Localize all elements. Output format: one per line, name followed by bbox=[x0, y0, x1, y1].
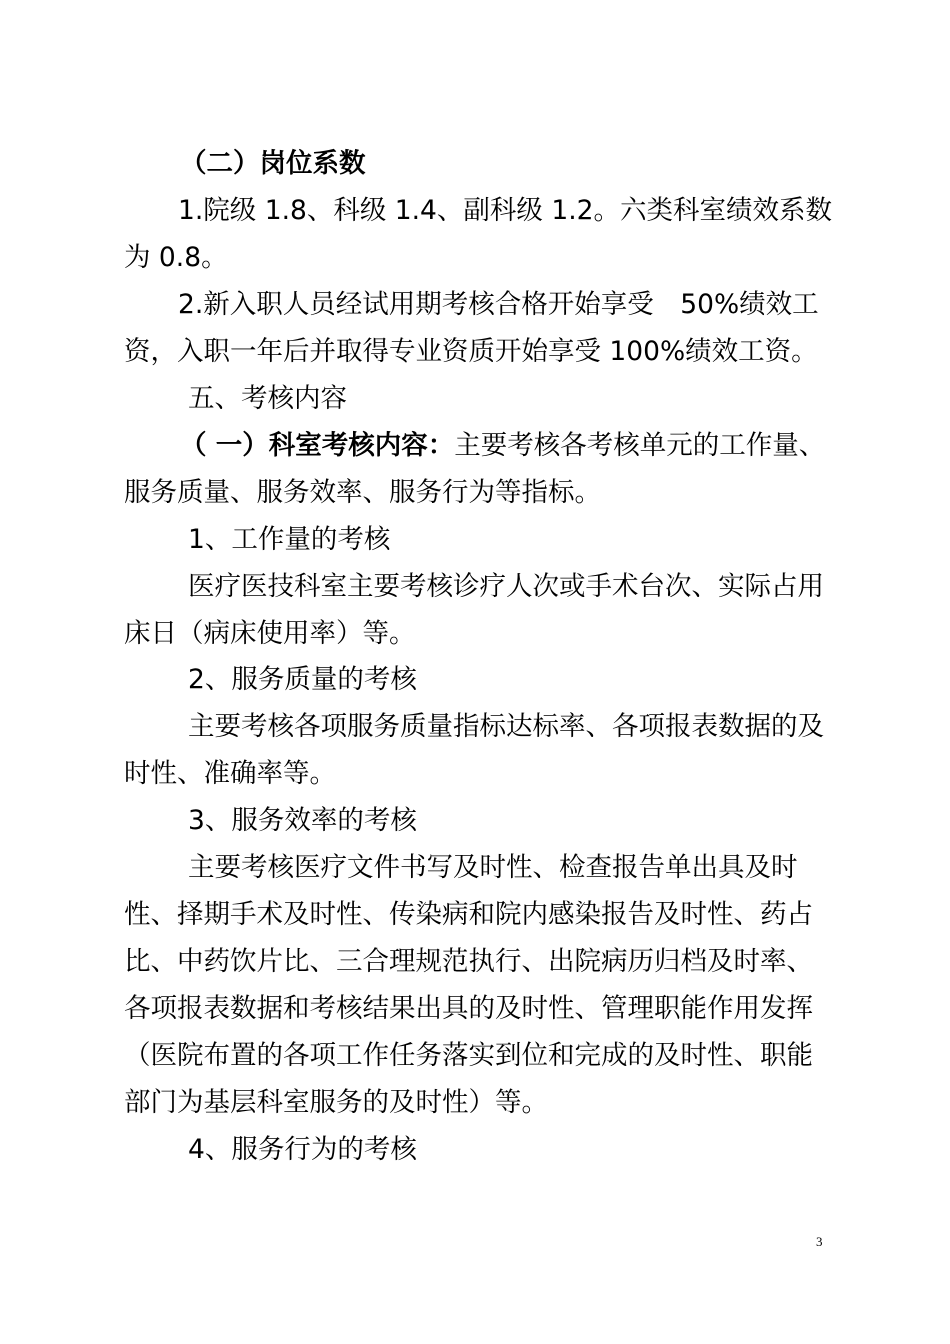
subsection-1-text: 主要考核各考核单元的工作量、 bbox=[454, 430, 826, 461]
item-1-line-2: 床日（病床使用率）等。 bbox=[124, 618, 416, 649]
item-2-title: 2、服务质量的考核 bbox=[188, 664, 417, 695]
subsection-1-line-1 bbox=[180, 426, 825, 466]
item-3-line-5: （医院布置的各项工作任务落实到位和完成的及时性、职能 bbox=[124, 1040, 813, 1071]
paragraph-1-line-2: 为 0.8。 bbox=[124, 242, 228, 273]
paragraph-2-line-2: 资，入职一年后并取得专业资质开始享受 100%绩效工资。 bbox=[124, 336, 818, 367]
section-5-title: 五、考核内容 bbox=[188, 383, 347, 414]
item-3-line-4: 各项报表数据和考核结果出具的及时性、管理职能作用发挥 bbox=[124, 993, 813, 1024]
subsection-1-line-2: 服务质量、服务效率、服务行为等指标。 bbox=[124, 477, 601, 508]
item-4-title: 4、服务行为的考核 bbox=[188, 1134, 417, 1165]
item-1-line-1: 医疗医技科室主要考核诊疗人次或手术台次、实际占用 bbox=[188, 571, 824, 602]
item-3-line-1: 主要考核医疗文件书写及时性、检查报告单出具及时 bbox=[188, 852, 798, 883]
paragraph-2-line-1: 2.新入职人员经试用期考核合格开始享受 50%绩效工 bbox=[178, 289, 819, 320]
item-3-title: 3、服务效率的考核 bbox=[188, 805, 417, 836]
subsection-1-bold-label: （ 一）科室考核内容： bbox=[180, 430, 455, 461]
item-3-line-6: 部门为基层科室服务的及时性）等。 bbox=[124, 1087, 548, 1118]
paragraph-1-line-1: 1.院级 1.8、科级 1.4、副科级 1.2。六类科室绩效系数 bbox=[178, 195, 832, 226]
heading-positions: （二）岗位系数 bbox=[180, 148, 366, 179]
item-2-line-2: 时性、准确率等。 bbox=[124, 758, 336, 789]
page-number: 3 bbox=[816, 1234, 823, 1249]
item-3-line-3: 比、中药饮片比、三合理规范执行、出院病历归档及时率、 bbox=[124, 946, 813, 977]
item-3-line-2: 性、择期手术及时性、传染病和院内感染报告及时性、药占 bbox=[124, 899, 813, 930]
item-1-title: 1、工作量的考核 bbox=[188, 524, 391, 555]
item-2-line-1: 主要考核各项服务质量指标达标率、各项报表数据的及 bbox=[188, 711, 824, 742]
